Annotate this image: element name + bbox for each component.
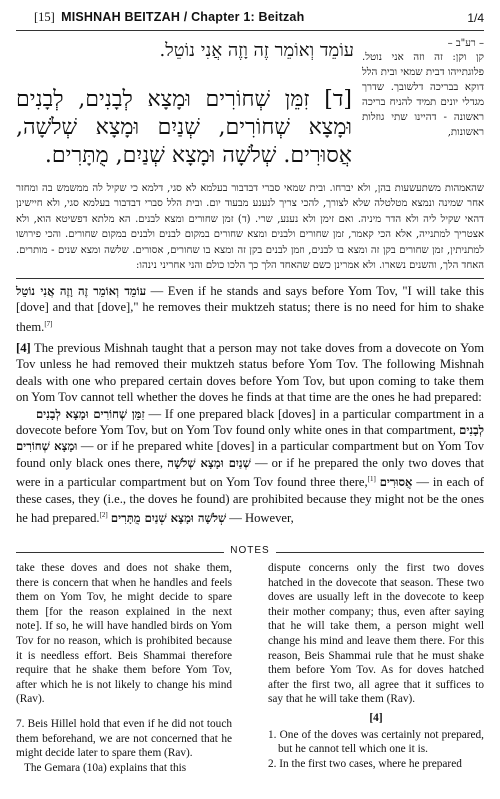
- mishnah-hebrew-text: [ד] זִמֵּן שְׁחוֹרִים וּמָצָא לְבָנִים, לְבָנִים וּמָצָא שְׁחוֹרִים, שְׁנַיִם וּמָצָא שְׁלֹשָׁה, אֲסוּרִים. שְׁלֹשָׁה וּמָצָא שְׁנַיִם, מֻתָּרִים.: [16, 87, 352, 168]
- hebrew-lemma: שְׁנַיִם וּמָצָא שְׁלֹשָׁה: [167, 455, 251, 470]
- footnote-ref: [2]: [99, 511, 108, 520]
- translation-text: — or if he prepared white [doves] in a particular compartment but on Yom Tov found only black ones there,: [16, 439, 484, 470]
- mishnah-number: [4]: [16, 341, 31, 355]
- notes-divider: [16, 546, 484, 558]
- notes-label: NOTES: [224, 545, 275, 556]
- notes-column-left: [16, 561, 232, 775]
- rav-commentary: קן וקן: זה וזה אני נוטל. פלוגתייהו דבית שמאי ובית הלל דוקא בבריכה דלשובך. שדרך מגדלי יונים תמיד להניח בריכה ראשונה - דהיינו שתי גוזלות ראשונות,: [362, 52, 484, 138]
- note-paragraph: dispute concerns only the first two doves hatched in the dovecote that season. These two doves are usually left in the dovecote to keep their mother company; thus, even after saying that he will take them, a person might well change his mind and leave them there. For this reason, Beis Shammai rule that he must shake them before Yom Tov. As for doves hatched after the first two, all agree that it suffices to say that he will take them (Rav).: [268, 562, 484, 706]
- translation-text: — Even if he stands and says before Yom Tov, "I will take this [dove] and that [dove]," he removes their muktzeh status; there is no need for him to shake them.: [16, 284, 484, 334]
- running-header: [34, 10, 304, 25]
- notes-column-right: [268, 561, 484, 771]
- note-paragraph: The Gemara (10a) explains that this: [24, 761, 187, 774]
- chapter-title: MISHNAH BEITZAH / Chapter 1: Beitzah: [61, 10, 305, 24]
- translation-text: — or if he prepared the only two doves that were in a particular compartment but on Yom Tov found three there,: [16, 455, 484, 490]
- translation-paragraph-1: [16, 283, 484, 335]
- section-rule: [16, 278, 484, 279]
- translation-text: — in each of these cases, they (i.e., the doves he found) are prohibited because they might not be the ones he had prepared.: [16, 475, 484, 526]
- hebrew-lemma: שְׁלֹשָׁה וּמָצָא שְׁנַיִם מֻתָּרִים: [110, 511, 227, 526]
- note-section-title: [4]: [369, 711, 383, 724]
- note-7: 7. Beis Hillel hold that even if he did not touch them beforehand, we are not concerned that he might decide later to spare them (Rav).: [16, 717, 232, 760]
- translation-text: — If one prepared black [doves] in a particular compartment in a dovecote before Yom Tov, but on Yom Tov found only white ones in that compartment,: [16, 406, 484, 438]
- mishnah-intro: The previous Mishnah taught that a person may not take doves from a dovecote on Yom Tov unless he had removed their muktzeh status before Yom Tov. The following Mishnah deals with one who prepared certain doves before Yom Tov, but upon coming to take them on Yom Tov cannot tell whether the doves he finds at that time are the ones he had prepared:: [16, 341, 484, 405]
- hebrew-lemma: זִמֵּן שְׁחוֹרִים וּמָצָא לְבָנִים: [36, 406, 145, 421]
- page-number: [15]: [34, 10, 55, 24]
- hebrew-commentary: שהאמהות משתעשעות בהן, ולא יברחו. ובית שמאי סברי דבדבור בעלמא לא סגי, דלמא כי שקיל לה ממשמש בה ומחזר אחר שמינה ונמצא מטלטלה שלא לצורך, להכי צריך לנענע מבעוד יום. ובית הלל סברי דבדבור בעלמא סגי, ולא חיישינן דהאי שקיל ליה ולא הדר מיניה. ואם זימן ולא נענע, שרי. (ד) זמן שחורים ומצא לבנים. הא מלתא דפשיטא הוא, ולא אצטריך למתנייה, אלא הכי קאמר, זמן שחורים ולבנים ומצא שחורים במקום לבנים ולבנים במקום שחורים. והכי פירושו למתניתין, זמן שחורים בקן זה ומצא בו לבנים, וזמן לבנים בקן זה ומצא בו שחורים, אסורים. שלשה ומצא שנים - מותרים. האחד הלך, והשנים נשארו. ולא אמרינן כשם שהאחד הלך כך הלכו כולם והני אחריני נינהו:: [16, 183, 485, 272]
- rav-label: – רע"ב –: [447, 38, 484, 49]
- note-1: 1. One of the doves was certainly not prepared, but he cannot tell which one it is.: [268, 728, 484, 756]
- note-paragraph: take these doves and does not shake them, there is concern that when he handles and feels them on Yom Tov, he might decide to spare them [for the reason explained in the next note]. If so, he will have handled birds on Yom Tov for no reason, which is prohibited because it is needless effort. Beis Shammai therefore require that he shake them before Yom Tov, after which he is not likely to change his mind (Rav).: [16, 562, 232, 706]
- hebrew-lemma: עוֹמֵד וְאוֹמֵר זֶה וָזֶה אֲנִי נוֹטֵל: [16, 284, 147, 298]
- folio-number: 1/4: [467, 11, 484, 25]
- hebrew-lemma: אֲסוּרִים: [379, 475, 413, 490]
- translation-text: — However,: [229, 511, 294, 526]
- hebrew-lemma: לְבָנִים וּמָצָא שְׁחוֹרִים: [16, 423, 485, 454]
- mishnah-line-previous: עוֹמֵד וְאוֹמֵר זֶה וָזֶה אֲנִי נוֹטֵל.: [159, 40, 354, 61]
- note-2: 2. In the first two cases, where he prepared: [268, 757, 462, 770]
- footnote-ref: [1]: [367, 475, 376, 484]
- translation-paragraph-2: [16, 340, 484, 527]
- header-rule: [16, 30, 484, 31]
- footnote-ref: [7]: [44, 319, 53, 328]
